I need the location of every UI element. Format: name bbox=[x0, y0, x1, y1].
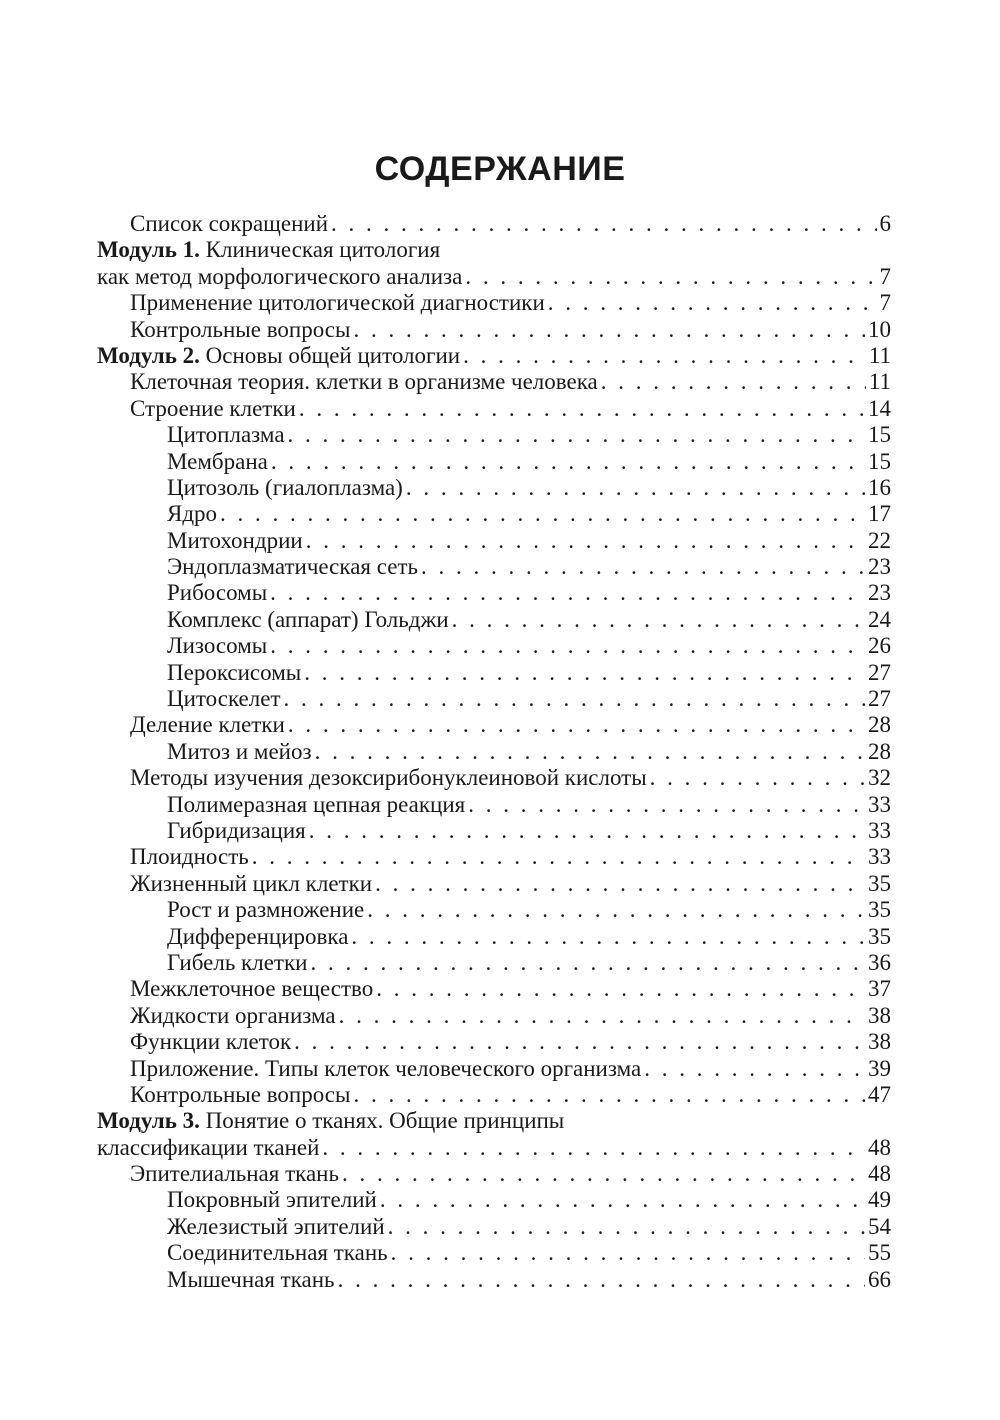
toc-entry-label bbox=[130, 1003, 336, 1029]
toc-entry-label bbox=[130, 369, 598, 395]
toc-entry-label bbox=[167, 897, 364, 923]
toc-page-number: 24 bbox=[868, 606, 891, 632]
toc-entry bbox=[97, 1214, 891, 1240]
toc-entry-text: Железистый эпителий bbox=[167, 1213, 385, 1239]
toc-entry-label bbox=[130, 1029, 291, 1055]
dot-leader bbox=[463, 343, 866, 369]
toc-page-number: 27 bbox=[868, 659, 891, 685]
dot-leader bbox=[299, 396, 865, 422]
dot-leader bbox=[644, 1056, 865, 1082]
toc-entry-label bbox=[167, 924, 348, 950]
toc-entry-label bbox=[167, 1240, 388, 1266]
toc-page-number: 7 bbox=[879, 290, 891, 316]
toc-page-number: 6 bbox=[879, 211, 891, 236]
toc-page-number: 15 bbox=[868, 422, 891, 448]
toc-entry-continuation bbox=[97, 1135, 891, 1161]
toc-entry-text: Эпителиальная ткань bbox=[130, 1161, 339, 1187]
dot-leader bbox=[252, 844, 865, 870]
toc-entry-label bbox=[167, 792, 465, 818]
toc-entry-label bbox=[167, 633, 267, 659]
toc-entry bbox=[97, 1003, 891, 1029]
dot-leader bbox=[315, 739, 865, 765]
dot-leader bbox=[306, 528, 865, 554]
toc-entry-text: Плоидность bbox=[130, 844, 249, 870]
toc-entry-text: Лизосомы bbox=[167, 633, 268, 659]
toc-entry-label bbox=[167, 1267, 335, 1293]
dot-leader bbox=[351, 924, 865, 950]
toc-page-number: 39 bbox=[868, 1055, 891, 1081]
toc-page-number: 28 bbox=[868, 712, 891, 738]
toc-entry bbox=[97, 211, 891, 237]
dot-leader bbox=[452, 607, 865, 633]
toc-entry-text: Митохондрии bbox=[167, 527, 303, 553]
toc-page-number: 32 bbox=[868, 765, 891, 791]
toc-page-number: 15 bbox=[868, 448, 891, 474]
toc-page-number: 48 bbox=[868, 1161, 891, 1187]
toc-entry-text: Эндоплазматическая сеть bbox=[167, 554, 418, 580]
toc-entry-text: Цитозоль (гиалоплазма) bbox=[167, 474, 403, 500]
toc-page-number: 10 bbox=[868, 316, 891, 342]
toc-page-number: 33 bbox=[868, 844, 891, 870]
toc-entry-text: Гибридизация bbox=[167, 817, 306, 843]
toc-entry bbox=[97, 422, 891, 448]
toc-entry-text: Цитоплазма bbox=[167, 422, 285, 448]
toc-entry-text: Деление клетки bbox=[130, 712, 285, 738]
toc-page-number: 14 bbox=[868, 395, 891, 421]
toc-page-number: 47 bbox=[868, 1081, 891, 1107]
toc-entry-text: Жидкости организма bbox=[130, 1002, 336, 1028]
toc-entry bbox=[97, 792, 891, 818]
dot-leader bbox=[465, 264, 876, 290]
dot-leader bbox=[601, 369, 866, 395]
toc-entry-text: Жизненный цикл клетки bbox=[130, 870, 373, 896]
dot-leader bbox=[294, 1029, 865, 1055]
toc-page-number: 17 bbox=[868, 501, 891, 527]
toc-entry-text: Дифференцировка bbox=[167, 923, 349, 949]
dot-leader bbox=[421, 554, 865, 580]
toc-page-number: 7 bbox=[879, 263, 891, 289]
toc-entry bbox=[97, 686, 891, 712]
toc-entry-text: Строение клетки bbox=[130, 395, 296, 421]
toc-entry bbox=[97, 1082, 891, 1108]
toc-module-heading bbox=[97, 1108, 891, 1134]
dot-leader bbox=[288, 712, 865, 738]
toc-entry-continuation bbox=[97, 264, 891, 290]
dot-leader bbox=[353, 1082, 865, 1108]
toc-entry-label bbox=[167, 1187, 377, 1213]
toc-entry-text: Приложение. Типы клеток человеческого организма bbox=[130, 1055, 642, 1081]
toc-page-number: 16 bbox=[868, 474, 891, 500]
toc-entry-label bbox=[167, 950, 307, 976]
toc-entry-text: Применение цитологической диагностики bbox=[130, 290, 545, 316]
toc-module-number: Модуль 2. bbox=[97, 342, 200, 368]
toc-page-number: 37 bbox=[868, 976, 891, 1002]
dot-leader bbox=[468, 792, 865, 818]
dot-leader bbox=[380, 1187, 865, 1213]
toc-entry bbox=[97, 818, 891, 844]
dot-leader bbox=[375, 871, 865, 897]
dot-leader bbox=[322, 1135, 865, 1161]
dot-leader bbox=[548, 290, 877, 316]
toc-page-number: 33 bbox=[868, 791, 891, 817]
toc-entry bbox=[97, 976, 891, 1002]
page-title: СОДЕРЖАНИЕ bbox=[374, 150, 626, 188]
toc-entry-text: классификации тканей bbox=[97, 1134, 320, 1160]
toc-entry-label bbox=[167, 1214, 385, 1240]
toc-entry-label bbox=[167, 818, 306, 844]
dot-leader bbox=[391, 1240, 865, 1266]
toc-entry bbox=[97, 924, 891, 950]
toc-entry bbox=[97, 607, 891, 633]
toc-entry-label bbox=[130, 1082, 350, 1108]
toc-module-number: Модуль 3. bbox=[97, 1108, 200, 1134]
toc-entry-label bbox=[167, 475, 403, 501]
toc-page-number: 27 bbox=[868, 686, 891, 712]
toc-entry bbox=[97, 871, 891, 897]
dot-leader bbox=[271, 449, 865, 475]
toc-page-number: 48 bbox=[868, 1134, 891, 1160]
toc-entry-label bbox=[167, 528, 303, 554]
toc-entry-label bbox=[130, 396, 296, 422]
toc-entry bbox=[97, 1056, 891, 1082]
toc-entry-label bbox=[167, 422, 285, 448]
toc-entry-label bbox=[97, 343, 460, 369]
toc-entry-text: Функции клеток bbox=[130, 1029, 292, 1055]
toc-entry-label bbox=[97, 237, 440, 263]
toc-entry-label bbox=[130, 211, 328, 237]
dot-leader bbox=[376, 976, 865, 1002]
toc-entry-text: Цитоскелет bbox=[167, 686, 281, 712]
table-of-contents bbox=[97, 211, 891, 1293]
toc-entry bbox=[97, 290, 891, 316]
toc-page-number: 23 bbox=[868, 580, 891, 606]
dot-leader bbox=[338, 1267, 865, 1293]
toc-entry-label bbox=[167, 607, 449, 633]
dot-leader bbox=[304, 660, 865, 686]
toc-entry-text: Клеточная теория. клетки в организме человека bbox=[130, 369, 598, 395]
toc-page-number: 11 bbox=[868, 342, 891, 368]
dot-leader bbox=[650, 765, 865, 791]
toc-entry-label bbox=[167, 580, 267, 606]
toc-entry bbox=[97, 633, 891, 659]
toc-page-number: 36 bbox=[868, 949, 891, 975]
toc-entry bbox=[97, 1240, 891, 1266]
toc-entry bbox=[97, 660, 891, 686]
toc-entry-label bbox=[97, 1108, 564, 1134]
toc-entry bbox=[97, 1187, 891, 1213]
toc-module-number: Модуль 1. bbox=[97, 237, 200, 263]
toc-entry bbox=[97, 897, 891, 923]
toc-entry-label bbox=[167, 501, 217, 527]
toc-entry-label bbox=[130, 712, 285, 738]
toc-entry bbox=[97, 580, 891, 606]
toc-entry bbox=[97, 765, 891, 791]
toc-entry bbox=[97, 554, 891, 580]
toc-entry-text: Гибель клетки bbox=[167, 949, 308, 975]
toc-page-number: 66 bbox=[868, 1266, 891, 1292]
toc-entry-text: Список сокращений bbox=[130, 211, 329, 236]
toc-page-number: 38 bbox=[868, 1029, 891, 1055]
toc-entry-label bbox=[130, 1161, 339, 1187]
toc-entry-text: Контрольные вопросы bbox=[130, 316, 351, 342]
toc-entry-label bbox=[167, 686, 281, 712]
dot-leader bbox=[220, 501, 865, 527]
toc-entry-text: Основы общей цитологии bbox=[205, 342, 461, 368]
toc-entry-text: Межклеточное вещество bbox=[130, 976, 374, 1002]
toc-entry bbox=[97, 1161, 891, 1187]
toc-entry-text: Рост и размножение bbox=[167, 897, 365, 923]
dot-leader bbox=[353, 317, 865, 343]
dot-leader bbox=[309, 818, 865, 844]
toc-entry-label bbox=[130, 290, 545, 316]
toc-entry-label bbox=[130, 1056, 641, 1082]
toc-entry-label bbox=[167, 554, 418, 580]
toc-entry bbox=[97, 950, 891, 976]
toc-entry bbox=[97, 1267, 891, 1293]
toc-entry bbox=[97, 501, 891, 527]
toc-entry bbox=[97, 369, 891, 395]
toc-entry bbox=[97, 844, 891, 870]
dot-leader bbox=[331, 211, 876, 237]
toc-page-number: 11 bbox=[868, 369, 891, 395]
toc-entry-text: Полимеразная цепная реакция bbox=[167, 791, 466, 817]
dot-leader bbox=[388, 1214, 865, 1240]
toc-entry-text: как метод морфологического анализа bbox=[97, 263, 463, 289]
toc-page-number: 35 bbox=[868, 897, 891, 923]
dot-leader bbox=[288, 422, 865, 448]
toc-entry bbox=[97, 396, 891, 422]
dot-leader bbox=[406, 475, 865, 501]
toc-entry-label bbox=[167, 449, 268, 475]
toc-entry-text: Понятие о тканях. Общие принципы bbox=[205, 1108, 565, 1134]
toc-entry-text: Контрольные вопросы bbox=[130, 1081, 351, 1107]
dot-leader bbox=[339, 1003, 865, 1029]
toc-page-number: 49 bbox=[868, 1187, 891, 1213]
toc-entry-label bbox=[130, 976, 373, 1002]
toc-entry-text: Мембрана bbox=[167, 448, 268, 474]
toc-page-number: 54 bbox=[868, 1213, 891, 1239]
toc-entry-label bbox=[130, 844, 249, 870]
toc-page-number: 28 bbox=[868, 738, 891, 764]
toc-entry-label bbox=[167, 660, 301, 686]
dot-leader bbox=[342, 1161, 865, 1187]
toc-entry bbox=[97, 449, 891, 475]
toc-entry-label bbox=[167, 739, 312, 765]
dot-leader bbox=[367, 897, 865, 923]
toc-page-number: 35 bbox=[868, 870, 891, 896]
toc-page-number: 35 bbox=[868, 923, 891, 949]
toc-entry-text: Покровный эпителий bbox=[167, 1187, 377, 1213]
dot-leader bbox=[270, 633, 865, 659]
dot-leader bbox=[284, 686, 866, 712]
toc-entry-label bbox=[130, 317, 350, 343]
toc-entry-text: Рибосомы bbox=[167, 580, 268, 606]
toc-page-number: 26 bbox=[868, 633, 891, 659]
toc-entry bbox=[97, 528, 891, 554]
toc-entry bbox=[97, 343, 891, 369]
dot-leader bbox=[270, 580, 865, 606]
toc-entry-text: Пероксисомы bbox=[167, 659, 302, 685]
toc-page-number: 33 bbox=[868, 817, 891, 843]
toc-page-number: 38 bbox=[868, 1002, 891, 1028]
toc-entry bbox=[97, 317, 891, 343]
toc-page-number: 23 bbox=[868, 554, 891, 580]
toc-entry-label bbox=[130, 871, 372, 897]
toc-entry-text: Митоз и мейоз bbox=[167, 738, 312, 764]
toc-page-number: 55 bbox=[868, 1240, 891, 1266]
toc-entry-text: Комплекс (аппарат) Гольджи bbox=[167, 606, 449, 632]
toc-entry-text: Мышечная ткань bbox=[167, 1266, 335, 1292]
toc-entry-text: Ядро bbox=[167, 501, 218, 527]
toc-entry-label bbox=[130, 765, 647, 791]
toc-entry bbox=[97, 1029, 891, 1055]
toc-entry-text: Клиническая цитология bbox=[205, 237, 441, 263]
toc-entry bbox=[97, 712, 891, 738]
toc-entry bbox=[97, 475, 891, 501]
toc-entry-text: Соединительная ткань bbox=[167, 1240, 388, 1266]
toc-page-number: 22 bbox=[868, 527, 891, 553]
toc-entry-text: Методы изучения дезоксирибонуклеиновой кислоты bbox=[130, 765, 647, 791]
dot-leader bbox=[310, 950, 865, 976]
toc-entry bbox=[97, 739, 891, 765]
toc-module-heading bbox=[97, 237, 891, 263]
